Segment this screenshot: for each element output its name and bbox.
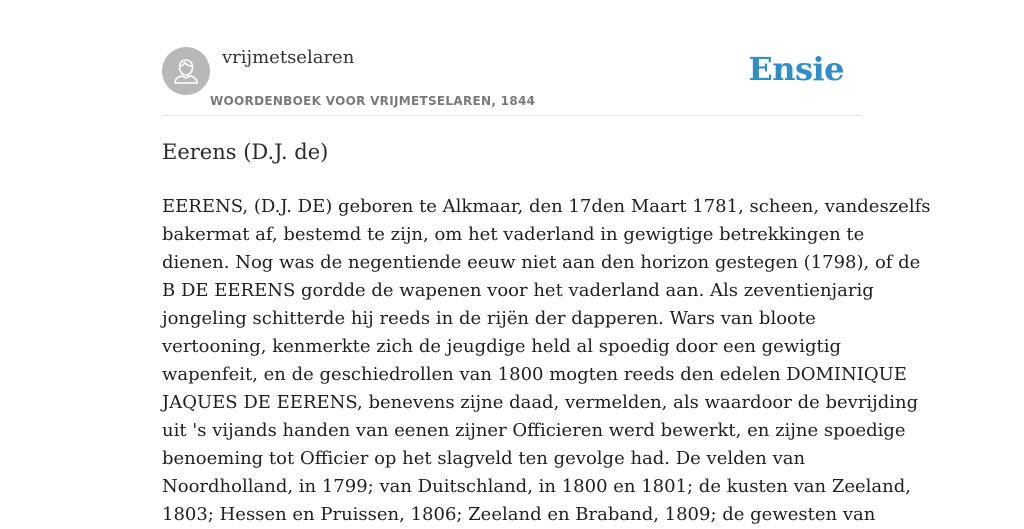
- body-line: vertooning, kenmerkte zich de jeugdige held al spoedig door een gewigtig: [162, 336, 842, 357]
- body-line: EERENS, (D.J. DE) geboren te Alkmaar, den 17den Maart 1781, scheen, vandeszelfs: [162, 196, 931, 217]
- source-dictionary-label[interactable]: WOORDENBOEK VOOR VRIJMETSELAREN, 1844: [210, 94, 536, 108]
- body-line: benoeming tot Officier op het slagveld ten gevolge had. De velden van: [162, 448, 806, 469]
- body-line: bakermat af, bestemd te zijn, om het vaderland in gewigtige betrekkingen te: [162, 224, 865, 245]
- user-silhouette-icon: [162, 47, 210, 95]
- body-line: 1803; Hessen en Pruissen, 1806; Zeeland en Braband, 1809; de gewesten van: [162, 504, 876, 525]
- avatar[interactable]: [162, 47, 210, 95]
- body-line: uit 's vijands handen van eenen zijner Officieren werd bewerkt, en zijne spoedige: [162, 420, 906, 441]
- ensie-logo[interactable]: Ensie: [748, 50, 844, 88]
- body-line: dienen. Nog was de negentiende eeuw niet aan den horizon gestegen (1798), of de: [162, 252, 921, 273]
- page-title: Eerens (D.J. de): [162, 140, 329, 164]
- body-line: Noordholland, in 1799; van Duitschland, in 1800 en 1801; de kusten van Zeeland,: [162, 476, 911, 497]
- body-line: wapenfeit, en de geschiedrollen van 1800 mogten reeds den edelen DOMINIQUE: [162, 364, 907, 385]
- body-line: JAQUES DE EERENS, benevens zijne daad, vermelden, als waardoor de bevrijding: [162, 392, 919, 413]
- body-line: B DE EERENS gordde de wapenen voor het vaderland aan. Als zeventienjarig: [162, 280, 874, 301]
- article-body: [162, 193, 931, 529]
- body-line: jongeling schitterde hij reeds in de rijën der dapperen. Wars van bloote: [162, 308, 816, 329]
- username-link[interactable]: vrijmetselaren: [222, 47, 355, 68]
- header: [162, 46, 862, 116]
